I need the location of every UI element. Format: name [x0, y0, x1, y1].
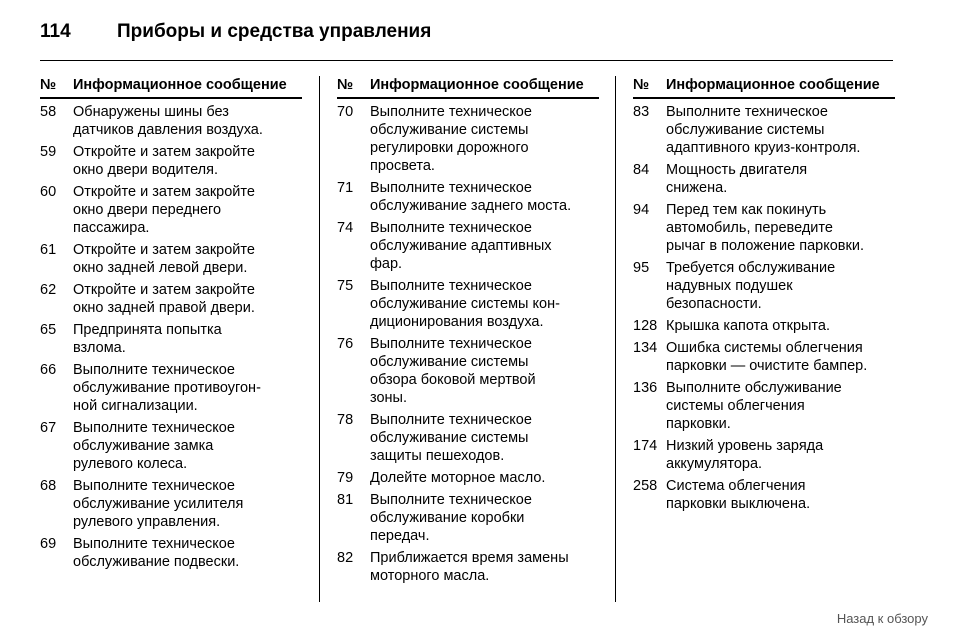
table-row — [633, 339, 895, 375]
message-number: 75 — [337, 278, 354, 294]
message-number: 69 — [40, 536, 57, 552]
table-row — [633, 161, 895, 197]
table-row — [337, 549, 599, 585]
message-text: Приближается время замены моторного масла. — [370, 550, 569, 584]
table-row — [40, 321, 302, 357]
table-row — [633, 201, 895, 255]
message-number: 74 — [337, 220, 354, 236]
message-text: Выполните техническое обслуживание коробки передач. — [370, 492, 532, 544]
column-header-number: № — [337, 77, 354, 93]
column-header-number: № — [633, 77, 650, 93]
column-header-message: Информационное сообщение — [666, 77, 880, 93]
table-row — [40, 535, 302, 571]
message-text: Перед тем как покинуть автомобиль, переведите рычаг в положение парковки. — [666, 202, 864, 254]
message-number: 136 — [633, 380, 658, 396]
table-row — [337, 277, 599, 331]
message-table-column-1 — [40, 76, 302, 575]
message-number: 134 — [633, 340, 658, 356]
message-text: Откройте и затем закройте окно задней правой двери. — [73, 282, 255, 316]
message-text: Выполните техническое обслуживание системы кон- диционирования воздуха. — [370, 278, 560, 330]
message-text: Выполните обслуживание системы облегчения парковки. — [666, 380, 842, 432]
message-number: 71 — [337, 180, 354, 196]
message-text: Обнаружены шины без датчиков давления воздуха. — [73, 104, 263, 138]
table-row — [337, 103, 599, 175]
message-number: 258 — [633, 478, 658, 494]
message-number: 68 — [40, 478, 57, 494]
message-text: Требуется обслуживание надувных подушек безопасности. — [666, 260, 836, 312]
table-row — [40, 281, 302, 317]
message-number: 78 — [337, 412, 354, 428]
message-text: Система облегчения парковки выключена. — [666, 478, 811, 512]
back-to-overview-link[interactable]: Назад к обзору — [836, 611, 928, 626]
table-row — [633, 259, 895, 313]
table-row — [337, 411, 599, 465]
table-header — [633, 76, 895, 99]
table-header — [40, 76, 302, 99]
message-text: Выполните техническое обслуживание замка рулевого колеса. — [73, 420, 235, 472]
message-number: 95 — [633, 260, 650, 276]
table-row — [40, 419, 302, 473]
message-text: Откройте и затем закройте окно двери водителя. — [73, 144, 255, 178]
table-row — [633, 437, 895, 473]
message-number: 94 — [633, 202, 650, 218]
page-title: Приборы и средства управления — [117, 21, 432, 42]
message-number: 67 — [40, 420, 57, 436]
message-table-column-3 — [633, 76, 895, 517]
message-text: Выполните техническое обслуживание системы обзора боковой мертвой зоны. — [370, 336, 536, 406]
column-divider — [615, 76, 616, 602]
message-text: Выполните техническое обслуживание адаптивных фар. — [370, 220, 552, 272]
message-number: 65 — [40, 322, 57, 338]
message-text: Выполните техническое обслуживание подвески. — [73, 536, 240, 570]
message-text: Выполните техническое обслуживание усилителя рулевого управления. — [73, 478, 244, 530]
message-number: 61 — [40, 242, 57, 258]
table-row — [337, 491, 599, 545]
message-number: 128 — [633, 318, 658, 334]
message-number: 174 — [633, 438, 658, 454]
message-number: 76 — [337, 336, 354, 352]
table-row — [40, 477, 302, 531]
message-text: Выполните техническое обслуживание системы адаптивного круиз-контроля. — [666, 104, 861, 156]
table-row — [337, 179, 599, 215]
page-header — [40, 20, 893, 61]
column-header-message: Информационное сообщение — [73, 77, 287, 93]
table-row — [337, 469, 599, 487]
message-text: Крышка капота открыта. — [666, 318, 831, 334]
message-number: 81 — [337, 492, 354, 508]
column-divider — [319, 76, 320, 602]
column-header-message: Информационное сообщение — [370, 77, 584, 93]
message-text: Низкий уровень заряда аккумулятора. — [666, 438, 824, 472]
message-number: 79 — [337, 470, 354, 486]
message-table-column-2 — [337, 76, 599, 589]
table-row — [633, 379, 895, 433]
column-header-number: № — [40, 77, 57, 93]
message-number: 66 — [40, 362, 57, 378]
table-row — [337, 335, 599, 407]
message-text: Откройте и затем закройте окно задней левой двери. — [73, 242, 255, 276]
table-row — [40, 103, 302, 139]
message-number: 59 — [40, 144, 57, 160]
table-row — [633, 103, 895, 157]
message-text: Выполните техническое обслуживание противоугон- ной сигнализации. — [73, 362, 261, 414]
message-text: Долейте моторное масло. — [370, 470, 546, 486]
table-row — [337, 219, 599, 273]
table-row — [633, 477, 895, 513]
message-text: Предпринята попытка взлома. — [73, 322, 222, 356]
table-header — [337, 76, 599, 99]
message-text: Выполните техническое обслуживание системы регулировки дорожного просвета. — [370, 104, 532, 174]
table-row — [40, 183, 302, 237]
message-number: 84 — [633, 162, 650, 178]
message-number: 62 — [40, 282, 57, 298]
message-text: Мощность двигателя снижена. — [666, 162, 808, 196]
message-number: 60 — [40, 184, 57, 200]
message-text: Выполните техническое обслуживание системы защиты пешеходов. — [370, 412, 532, 464]
message-number: 82 — [337, 550, 354, 566]
message-text: Выполните техническое обслуживание заднего моста. — [370, 180, 572, 214]
page-number: 114 — [40, 21, 71, 42]
message-number: 83 — [633, 104, 650, 120]
table-row — [40, 241, 302, 277]
table-row — [40, 143, 302, 179]
message-number: 70 — [337, 104, 354, 120]
table-row — [40, 361, 302, 415]
message-text: Откройте и затем закройте окно двери переднего пассажира. — [73, 184, 255, 236]
table-row — [633, 317, 895, 335]
message-text: Ошибка системы облегчения парковки — очистите бампер. — [666, 340, 868, 374]
message-number: 58 — [40, 104, 57, 120]
